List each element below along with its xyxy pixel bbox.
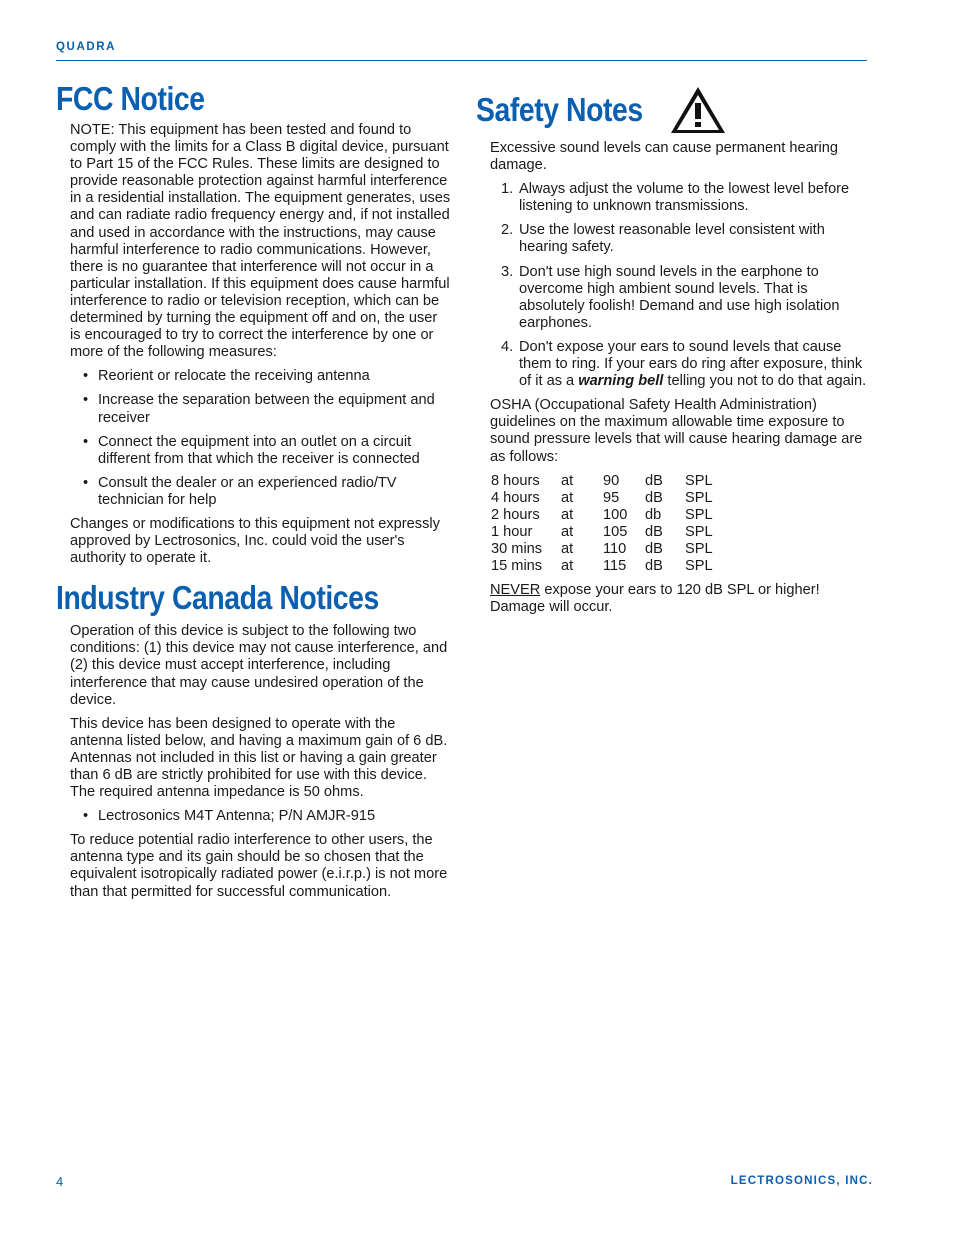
item-text: Don't expose your ears to sound levels that cause them to ring. If your ears do ring after exposure, think of it as a: [519, 338, 863, 390]
table-cell: SPL: [685, 489, 713, 506]
table-cell: 4 hours: [491, 489, 540, 506]
item-number: 1.: [501, 181, 514, 198]
list-item: • Reorient or relocate the receiving antenna: [56, 368, 451, 385]
never-word: NEVER: [490, 581, 541, 598]
table-row: [491, 558, 725, 575]
table-cell: dB: [645, 489, 663, 506]
list-item: • Consult the dealer or an experienced radio/TV technician for help: [56, 475, 451, 509]
exposure-table: [491, 473, 725, 575]
table-cell: SPL: [685, 523, 713, 540]
item-text: Always adjust the volume to the lowest level before listening to unknown transmissions.: [519, 181, 850, 215]
table-cell: at: [561, 489, 574, 506]
list-item: [476, 264, 876, 332]
warning-bell-emphasis: warning bell: [578, 373, 664, 390]
never-paragraph: [476, 582, 876, 616]
footer-company: LECTROSONICS, INC.: [730, 1175, 873, 1187]
page-number: 4: [56, 1174, 64, 1189]
list-item: • Connect the equipment into an outlet on a circuit different from that which the receiver is connected: [56, 434, 451, 468]
safety-heading: [476, 80, 876, 140]
table-cell: at: [561, 540, 574, 557]
table-cell: db: [645, 506, 662, 523]
canada-p1: Operation of this device is subject to the following two conditions: (1) this device may not cause interference, and (2) this device must accept interference, including interference that may cause undesired operation of the device.: [70, 623, 448, 708]
canada-p2: This device has been designed to operate with the antenna listed below, and having a maximum gain of 6 dB. Antennas not included in this list or having a gain greater than 6 dB are strictly prohibited for use with this device. The required antenna impedance is 50 ohms.: [70, 715, 448, 801]
fcc-title: FCC Notice: [56, 80, 205, 117]
table-cell: SPL: [685, 540, 713, 557]
header-brand: QUADRA: [56, 41, 117, 53]
table-cell: SPL: [685, 557, 713, 574]
right-column: [476, 80, 876, 623]
table-row: [491, 507, 725, 524]
item-text: Don't use high sound levels in the earphone to overcome high ambient sound levels. That is absolutely foolish! Demand and use high isolation earphones.: [519, 263, 840, 331]
table-cell: dB: [645, 523, 663, 540]
table-cell: 110: [603, 540, 627, 557]
antenna-list: [56, 808, 451, 825]
left-column: [56, 80, 451, 908]
item-text: telling you not to do that again.: [663, 373, 867, 390]
table-cell: 15 mins: [491, 557, 543, 574]
table-cell: 2 hours: [491, 506, 540, 523]
warning-triangle-icon: [669, 85, 727, 135]
table-cell: 8 hours: [491, 472, 540, 489]
table-cell: at: [561, 506, 574, 523]
list-item: [476, 181, 876, 215]
table-row: [491, 541, 725, 558]
item-number: 2.: [501, 222, 514, 239]
table-cell: 95: [603, 489, 620, 506]
safety-title: Safety Notes: [476, 91, 643, 128]
never-text: expose your ears to 120 dB SPL or higher! Damage will occur.: [490, 581, 820, 615]
table-cell: 1 hour: [491, 523, 533, 540]
list-item: [476, 222, 876, 256]
list-item: [476, 339, 876, 390]
table-cell: 115: [603, 557, 627, 574]
table-cell: 30 mins: [491, 540, 543, 557]
header-rule: [56, 60, 867, 61]
table-row: [491, 473, 725, 490]
osha-paragraph: OSHA (Occupational Safety Health Administration) guidelines on the maximum allowable time exposure to sound pressure levels that will cause hearing damage are as follows:: [490, 397, 863, 465]
table-cell: dB: [645, 540, 663, 557]
list-item: • Increase the separation between the equipment and receiver: [56, 392, 451, 426]
fcc-measures-list: [56, 368, 451, 509]
canada-p3: To reduce potential radio interference to other users, the antenna type and its gain should be so chosen that the equivalent isotropically radiated power (e.i.r.p.) is not more than that permitted for successful communication.: [70, 832, 448, 900]
table-cell: 105: [603, 523, 628, 540]
table-row: [491, 490, 725, 507]
table-cell: dB: [645, 557, 663, 574]
item-number: 4.: [501, 338, 514, 355]
table-cell: SPL: [685, 506, 713, 523]
table-cell: at: [561, 523, 574, 540]
safety-intro: Excessive sound levels can cause permanent hearing damage.: [490, 140, 839, 174]
canada-title: Industry Canada Notices: [56, 579, 379, 617]
item-number: 3.: [501, 263, 514, 280]
table-cell: dB: [645, 472, 663, 489]
table-row: [491, 524, 725, 541]
table-cell: 90: [603, 472, 620, 489]
fcc-changes: Changes or modifications to this equipment not expressly approved by Lectrosonics, Inc. could void the user's authority to operate it.: [70, 515, 440, 567]
list-item: • Lectrosonics M4T Antenna; P/N AMJR-915: [56, 808, 451, 825]
fcc-note: NOTE: This equipment has been tested and found to comply with the limits for a Class B digital device, pursuant to Part 15 of the FCC Rules. These limits are designed to provide reasonable protection against harmful interference in a residential installation. The equipment generates, uses and can radiate radio frequency energy and, if not installed and used in accordance with the instructions, may cause harmful interference to radio communications. However, there is no guarantee that interference will not occur in a particular installation. If this equipment does cause harmful interference to radio or television reception, which can be determined by turning the equipment off and on, the user is encouraged to try to correct the interference by one or more of the following measures:: [70, 122, 451, 361]
safety-list: [476, 181, 876, 390]
item-text: Use the lowest reasonable level consistent with hearing safety.: [519, 222, 825, 256]
table-cell: at: [561, 472, 574, 489]
table-cell: SPL: [685, 472, 713, 489]
table-cell: 100: [603, 506, 628, 523]
table-cell: at: [561, 557, 574, 574]
